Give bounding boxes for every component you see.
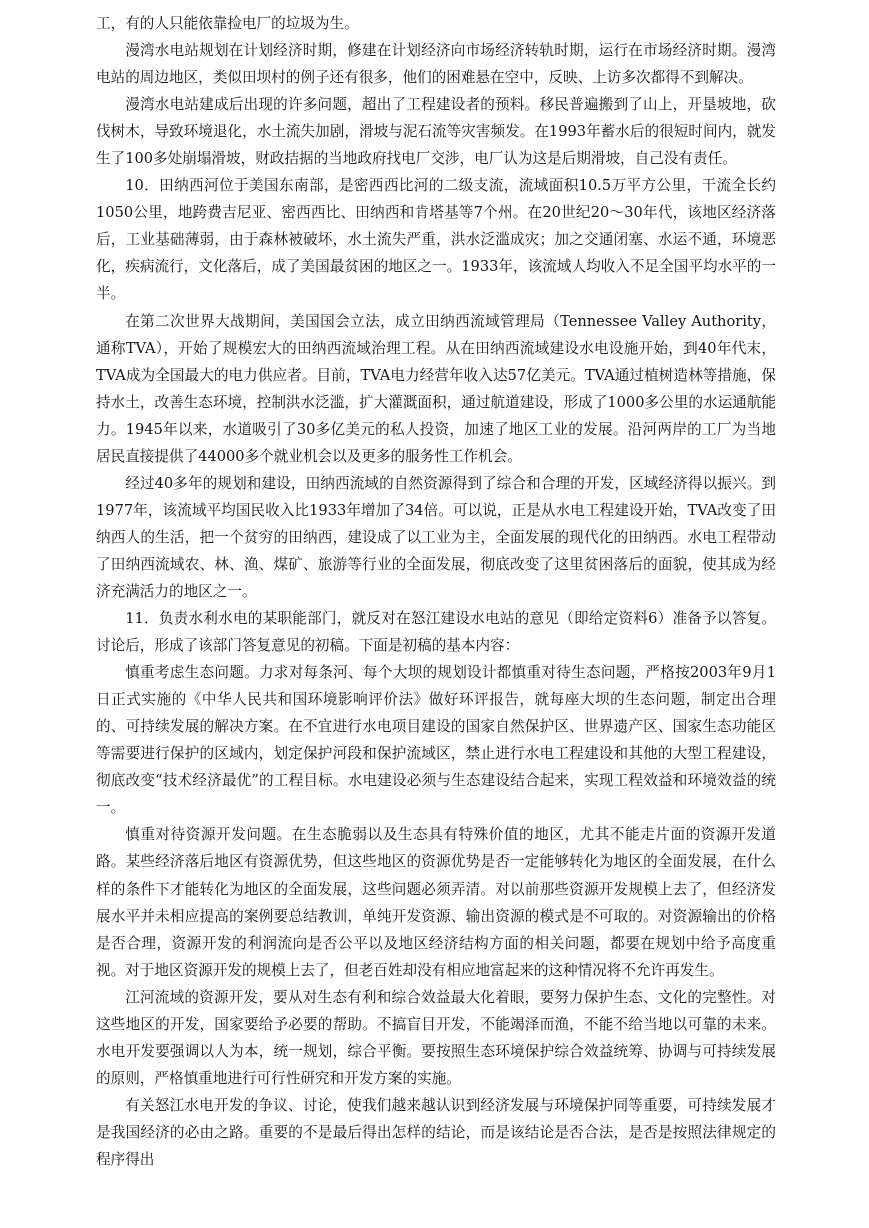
paragraph-nujiang-debate: 有关怒江水电开发的争议、讨论，使我们越来越认识到经济发展与环境保护同等重要，可持续发展才是我国经济的必由之路。重要的不是最后得出怎样的结论，而是该结论是否合法，是否是按照法律规定的程序得出 (96, 1096, 776, 1168)
paragraph-resource-development: 慎重对待资源开发问题。在生态脆弱以及生态具有特殊价值的地区，尤其不能走片面的资源开发道路。某些经济落后地区有资源优势，但这些地区的资源优势是否一定能够转化为地区的全面发展，在什么样的条件下才能转化为地区的全面发展，这些问题必须弄清。对以前那些资源开发规模上去了，但经济发展水平并未相应提高的案例要总结教训，单纯开发资源、输出资源的模式是不可取的。对资源输出的价格是否合理，资源开发的利润流向是否公平以及地区经济结构方面的相关问题，都要在规划中给予高度重视。对于地区资源开发的规模上去了，但老百姓却没有相应地富起来的这种情况将不允许再发生。 (96, 826, 776, 979)
paragraph-item-11-reply: 11．负责水利水电的某职能部门，就反对在怒江建设水电站的意见（即给定资料6）准备予以答复。讨论后，形成了该部门答复意见的初稿。下面是初稿的基本内容： (96, 610, 776, 655)
paragraph-tva-establishment: 在第二次世界大战期间，美国国会立法，成立田纳西流域管理局（Tennessee Valley Authority，通称TVA），开始了规模宏大的田纳西流域治理工程。从在田纳西流域建设水电设施开始，到40年代末，TVA成为全国最大的电力供应者。目前，TVA电力经营年收入达57亿美元。TVA通过植树造林等措施，保持水土，改善生态环境，控制洪水泛滥，扩大灌溉面积，通过航道建设，形成了1000多公里的水运通航能力。1945年以来，水道吸引了30多亿美元的私人投资，加速了地区工业的发展。沿河两岸的工厂为当地居民直接提供了44000多个就业机会以及更多的服务性工作机会。 (96, 312, 776, 465)
document-page (96, 0, 776, 1173)
paragraph-river-basin: 江河流域的资源开发，要从对生态有利和综合效益最大化着眼，要努力保护生态、文化的完整性。对这些地区的开发，国家要给予必要的帮助。不搞盲目开发，不能竭泽而渔，不能不给当地以可靠的未来。水电开发要强调以人为本，统一规划，综合平衡。要按照生态环境保护综合效益统筹、协调与可持续发展的原则，严格慎重地进行可行性研究和开发方案的实施。 (96, 988, 776, 1087)
paragraph-ecology: 慎重考虑生态问题。力求对每条河、每个大坝的规划设计都慎重对待生态问题，严格按2003年9月1日正式实施的《中华人民共和国环境影响评价法》做好环评报告，就每座大坝的生态问题，制定出合理的、可持续发展的解决方案。在不宜进行水电项目建设的国家自然保护区、世界遗产区、国家生态功能区等需要进行保护的区域内，划定保护河段和保护流域区，禁止进行水电工程建设和其他的大型工程建设，彻底改变“技术经济最优”的工程目标。水电建设必须与生态建设结合起来，实现工程效益和环境效益的统一。 (96, 664, 776, 817)
paragraph-manwan-planning: 漫湾水电站规划在计划经济时期，修建在计划经济向市场经济转轨时期，运行在市场经济时期。漫湾电站的周边地区，类似田坝村的例子还有很多，他们的困难悬在空中，反映、上访多次都得不到解决。 (96, 42, 776, 87)
paragraph-item-10-tennessee: 10．田纳西河位于美国东南部，是密西西比河的二级支流，流域面积10.5万平方公里，干流全长约1050公里，地跨费吉尼亚、密西西比、田纳西和肯塔基等7个州。在20世纪20～30年代，该地区经济落后，工业基础薄弱，由于森林被破坏，水土流失严重，洪水泛滥成灾；加之交通闭塞、水运不通，环境恶化，疾病流行，文化落后，成了美国最贫困的地区之一。1933年，该流域人均收入不足全国平均水平的一半。 (96, 177, 776, 303)
paragraph-continuation: 工，有的人只能依靠捡电厂的垃圾为生。 (96, 15, 359, 32)
paragraph-manwan-problems: 漫湾水电站建成后出现的许多问题，超出了工程建设者的预料。移民普遍搬到了山上，开垦坡地，砍伐树木，导致环境退化，水土流失加剧，滑坡与泥石流等灾害频发。在1993年蓄水后的很短时间内，就发生了100多处崩塌滑坡，财政拮据的当地政府找电厂交涉，电厂认为这是后期滑坡，自己没有责任。 (96, 96, 776, 168)
paragraph-tva-results: 经过40多年的规划和建设，田纳西流域的自然资源得到了综合和合理的开发，区域经济得以振兴。到1977年，该流域平均国民收入比1933年增加了34倍。可以说，正是从水电工程建设开始，TVA改变了田纳西人的生活，把一个贫穷的田纳西，建设成了以工业为主，全面发展的现代化的田纳西。水电工程带动了田纳西流域农、林、渔、煤矿、旅游等行业的全面发展，彻底改变了这里贫困落后的面貌，使其成为经济充满活力的地区之一。 (96, 474, 776, 600)
